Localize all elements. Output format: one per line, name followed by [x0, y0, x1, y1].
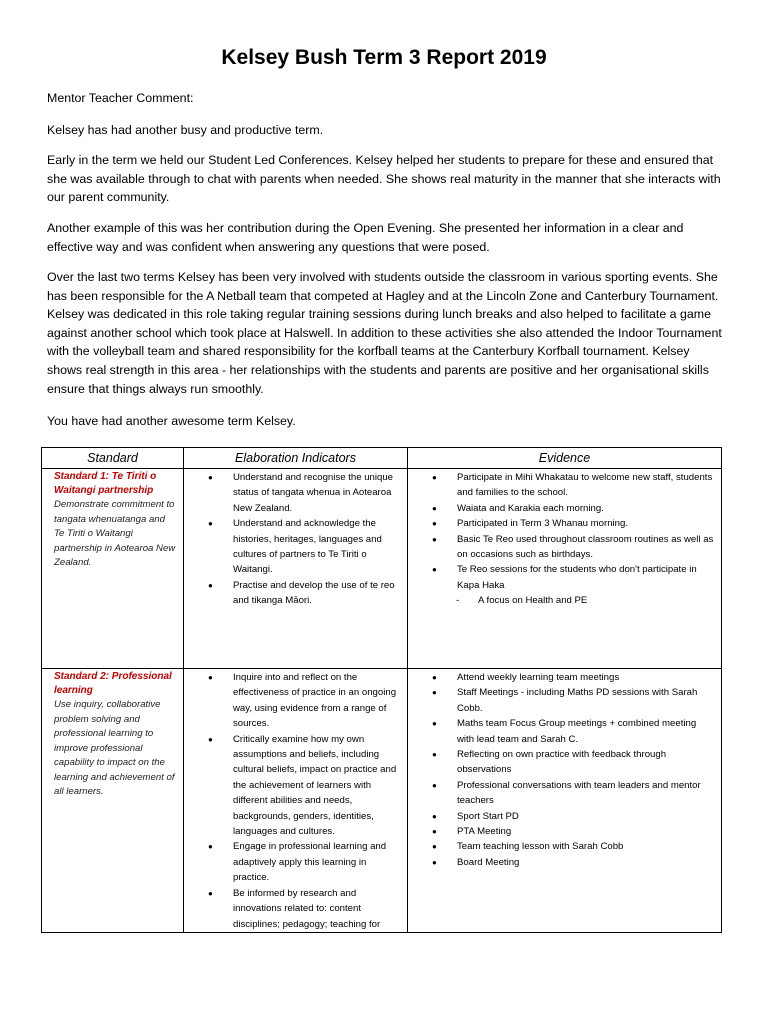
list-item: ● Te Reo sessions for the students who don't participate in Kapa Haka	[432, 564, 697, 591]
standard-title: Standard 1: Te Tiriti o Waitangi partnership	[54, 471, 157, 496]
table-row	[42, 469, 722, 669]
bullet-icon: ●	[208, 519, 213, 529]
bullet-icon: ●	[432, 688, 437, 698]
bullet-icon: ●	[432, 673, 437, 682]
header-elaboration-indicators: Elaboration Indicators	[184, 448, 408, 469]
standard-cell	[42, 669, 184, 933]
list-item: ● Team teaching lesson with Sarah Cobb	[432, 839, 715, 854]
bullet-icon: ●	[432, 827, 437, 837]
paragraph-1: Kelsey has had another busy and productive term.	[47, 123, 324, 137]
list-item: ● Practise and develop the use of te reo and tikanga Māori.	[208, 579, 395, 607]
list-item: ● Understand and acknowledge the histories, heritages, languages and cultures of partners to Te Tiriti o Waitangi.	[208, 518, 382, 576]
bullet-icon: ●	[432, 842, 437, 852]
comment-heading: Mentor Teacher Comment:	[47, 91, 194, 105]
standard-title: Standard 2: Professional learning	[54, 671, 172, 696]
list-item: ● Professional conversations with team leaders and mentor teachers	[432, 779, 701, 807]
dash-icon: -	[456, 595, 460, 607]
list-item: ● Understand and recognise the unique status of tangata whenua in Aotearoa New Zealand.	[208, 472, 394, 514]
bullet-icon: ●	[208, 580, 213, 590]
list-item: ● Inquire into and reflect on the effectiveness of practice in an ongoing way, using evidence from a range of sources.	[208, 672, 397, 730]
list-item: ● Critically examine how my own assumptions and beliefs, including cultural beliefs, impact on practice and the achievement of learners with different abilities and needs, backgrounds, genders, identities, languages and cultures.	[208, 733, 397, 838]
table-row	[42, 669, 722, 933]
bullet-icon: ●	[432, 565, 437, 575]
bullet-icon: ●	[208, 734, 213, 744]
list-item: ● Participated in Term 3 Whanau morning.	[432, 516, 715, 531]
bullet-icon: ●	[208, 888, 213, 898]
bullet-icon: ●	[432, 857, 437, 867]
list-item: ● Attend weekly learning team meetings	[432, 670, 715, 685]
bullet-icon: ●	[432, 473, 437, 482]
list-item: ● Engage in professional learning and adaptively apply this learning in practice.	[208, 841, 387, 884]
header-standard: Standard	[42, 448, 184, 469]
evidence-cell	[408, 469, 722, 669]
header-evidence: Evidence	[408, 448, 722, 469]
bullet-icon: ●	[432, 750, 437, 760]
evidence-cell	[408, 669, 722, 933]
list-item: ● PTA Meeting	[432, 824, 715, 839]
bullet-icon: ●	[432, 811, 437, 821]
sub-list-item: - A focus on Health and PE	[408, 593, 721, 608]
standard-description: Use inquiry, collaborative problem solving and professional learning to improve professional capability to impact on the learning and achievement of all learners.	[54, 699, 175, 797]
list-item: ● Staff Meetings - including Maths PD sessions with Sarah Cobb.	[432, 687, 698, 714]
standard-cell	[42, 469, 184, 669]
list-item: ● Reflecting on own practice with feedback through observations	[432, 749, 667, 776]
bullet-icon: ●	[432, 719, 437, 729]
paragraph-2: Early in the term we held our Student Led Conferences. Kelsey helped her students to prepare for these and ensured that she was available through to chat with parents when needed. She shows real maturity in the manner that she interacts with our parent community.	[47, 153, 721, 205]
bullet-icon: ●	[208, 673, 213, 682]
bullet-icon: ●	[208, 473, 213, 482]
paragraph-4: Over the last two terms Kelsey has been very involved with students outside the classroom in various sporting events. She has been responsible for the A Netball team that competed at Hagley and at the Lincoln Zone and Canterbury Tournament. Kelsey was dedicated in this role taking regular training sessions during lunch breaks and also helped to facilitate a game against another school which took place at Halswell. In addition to these activities she also attended the Indoor Tournament with the volleyball team and shared responsibility for the korfball teams at the Canterbury Korfball tournament. Kelsey shows real strength in this area - her relationships with the students and parents are positive and her organisational skills ensure that things always run smoothly.	[47, 270, 722, 396]
page-title: Kelsey Bush Term 3 Report 2019	[221, 46, 547, 69]
paragraph-3: Another example of this was her contribution during the Open Evening. She presented her information in a clear and effective way and was confident when answering any questions that were posed.	[47, 221, 684, 254]
bullet-icon: ●	[432, 534, 437, 544]
paragraph-5: You have had another awesome term Kelsey.	[47, 414, 296, 428]
bullet-icon: ●	[432, 780, 437, 790]
list-item: ● Be informed by research and innovations related to: content disciplines; pedagogy; teaching for	[208, 887, 381, 930]
list-item: ● Sport Start PD	[432, 809, 715, 824]
bullet-icon: ●	[208, 842, 213, 852]
list-item: ● Waiata and Karakia each morning.	[432, 501, 715, 516]
standard-description: Demonstrate commitment to tangata whenuatanga and Te Tiriti o Waitangi partnership in Aotearoa New Zealand.	[54, 499, 176, 568]
list-item: ● Participate in Mihi Whakatau to welcome new staff, students and families to the school.	[432, 472, 713, 499]
bullet-icon: ●	[432, 519, 437, 529]
table-header-row	[42, 448, 722, 469]
indicators-cell	[184, 669, 408, 933]
list-item: ● Maths team Focus Group meetings + combined meeting with lead team and Sarah C.	[432, 718, 697, 745]
indicators-cell	[184, 469, 408, 669]
list-item: ● Board Meeting	[432, 855, 715, 870]
list-item: ● Basic Te Reo used throughout classroom routines as well as on occasions such as birthdays.	[432, 533, 714, 561]
bullet-icon: ●	[432, 503, 437, 513]
standards-table	[41, 447, 722, 933]
